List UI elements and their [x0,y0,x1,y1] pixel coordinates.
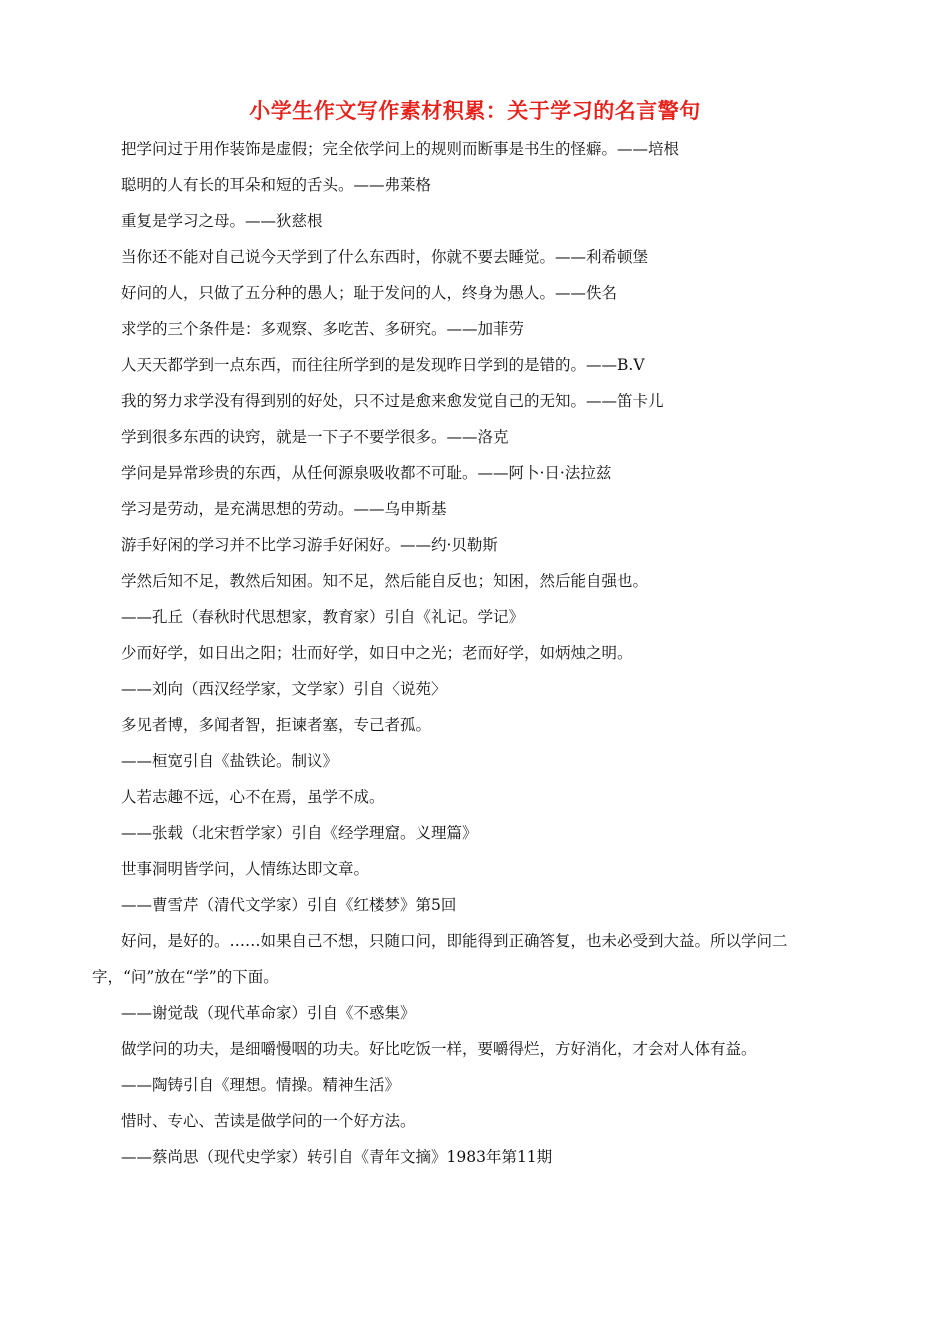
document-body [92,131,852,1175]
text-line: 当你还不能对自己说今天学到了什么东西时，你就不要去睡觉。——利希顿堡 [121,248,649,266]
attribution-line: ——桓宽引自《盐铁论。制议》 [121,752,339,770]
text-line: 把学问过于用作装饰是虚假；完全依学问上的规则而断事是书生的怪癖。——培根 [121,140,680,158]
text-line: 好问的人，只做了五分种的愚人；耻于发问的人，终身为愚人。——佚名 [121,284,618,302]
text-line: 少而好学，如日出之阳；壮而好学，如日中之光；老而好学，如炳烛之明。 [121,644,633,662]
attribution-line: ——谢觉哉（现代革命家）引自《不惑集》 [121,1004,416,1022]
text-line: 学问是异常珍贵的东西，从任何源泉吸收都不可耻。——阿卜·日·法拉兹 [121,464,612,482]
text-line: 做学问的功夫，是细嚼慢咽的功夫。好比吃饭一样，要嚼得烂，方好消化，才会对人体有益。 [121,1040,757,1058]
attribution-line: ——蔡尚思（现代史学家）转引自《青年文摘》1983年第11期 [121,1148,553,1166]
text-line: 好问，是好的。……如果自己不想，只随口问，即能得到正确答复，也未必受到大益。所以学问二 [121,932,788,950]
text-line: 求学的三个条件是：多观察、多吃苦、多研究。——加菲劳 [121,320,525,338]
text-line: 学到很多东西的诀窍，就是一下子不要学很多。——洛克 [121,428,509,446]
text-line: 学然后知不足，教然后知困。知不足，然后能自反也；知困，然后能自强也。 [121,572,649,590]
attribution-line: ——陶铸引自《理想。情操。精神生活》 [121,1076,401,1094]
text-line: 聪明的人有长的耳朵和短的舌头。——弗莱格 [121,176,432,194]
text-line: 学习是劳动，是充满思想的劳动。——乌申斯基 [121,500,447,518]
text-line: 我的努力求学没有得到别的好处，只不过是愈来愈发觉自己的无知。——笛卡儿 [121,392,664,410]
text-line: 世事洞明皆学问，人情练达即文章。 [121,860,370,878]
attribution-line: ——孔丘（春秋时代思想家，教育家）引自《礼记。学记》 [121,608,525,626]
text-line-continuation: 字，“问”放在“学”的下面。 [92,968,279,986]
document-title: 小学生作文写作素材积累：关于学习的名言警句 [249,98,701,123]
attribution-line: ——刘向（西汉经学家，文学家）引自〈说苑〉 [121,680,447,698]
text-line: 人若志趣不远，心不在焉，虽学不成。 [121,788,385,806]
text-line: 重复是学习之母。——狄慈根 [121,212,323,230]
text-line: 人天天都学到一点东西，而往往所学到的是发现昨日学到的是错的。——B.V [121,356,645,374]
text-line: 游手好闲的学习并不比学习游手好闲好。——约·贝勒斯 [121,536,498,554]
attribution-line: ——曹雪芹（清代文学家）引自《红楼梦》第5回 [121,896,457,914]
text-line: 多见者博，多闻者智，拒谏者塞，专己者孤。 [121,716,432,734]
attribution-line: ——张载（北宋哲学家）引自《经学理窟。义理篇》 [121,824,478,842]
text-line: 惜时、专心、苦读是做学问的一个好方法。 [121,1112,416,1130]
